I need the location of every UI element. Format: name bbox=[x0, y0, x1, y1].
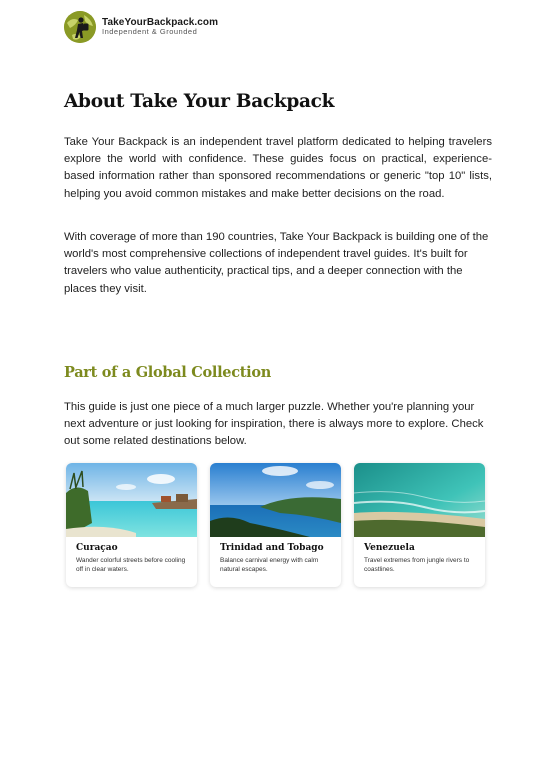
destination-card-venezuela[interactable] bbox=[354, 463, 485, 587]
collection-paragraph: This guide is just one piece of a much larger puzzle. Whether you're planning your next adventure or just looking for inspiration, there is always more to explore. Check out some related destinations below. bbox=[64, 401, 484, 448]
curacao-beach-image bbox=[66, 463, 197, 537]
about-title: About Take Your Backpack bbox=[64, 91, 335, 112]
card-title[interactable]: Curaçao bbox=[76, 543, 118, 553]
destination-card-trinidad-and-tobago[interactable] bbox=[210, 463, 341, 587]
card-description: Wander colorful streets before cooling off in clear waters. bbox=[76, 557, 186, 573]
trinidad-coast-image bbox=[210, 463, 341, 537]
site-header bbox=[64, 11, 218, 43]
site-tagline: Independent & Grounded bbox=[102, 27, 198, 37]
about-paragraph-1: Take Your Backpack is an independent travel platform dedicated to helping travelers explore the world with confidence. These guides focus on practical, experience-based information rather than sponsored recommendations or generic "top 10" lists, helping you avoid common mistakes and make better decisions on the road. bbox=[64, 136, 492, 200]
venezuela-coast-image bbox=[354, 463, 485, 537]
card-description: Travel extremes from jungle rivers to coastlines. bbox=[364, 557, 470, 573]
globe-hiker-logo-icon[interactable] bbox=[64, 11, 96, 43]
card-title[interactable]: Venezuela bbox=[364, 543, 415, 553]
collection-title: Part of a Global Collection bbox=[64, 364, 271, 381]
card-title[interactable]: Trinidad and Tobago bbox=[220, 543, 324, 553]
site-name[interactable]: TakeYourBackpack.com bbox=[102, 17, 219, 29]
about-paragraph-2: With coverage of more than 190 countries, Take Your Backpack is building one of the world's most comprehensive collections of independent travel guides. It's built for travelers who value authenticity, practical tips, and a deeper connection with the places they visit. bbox=[64, 231, 489, 295]
destination-card-curacao[interactable] bbox=[66, 463, 197, 587]
card-description: Balance carnival energy with calm natural escapes. bbox=[220, 557, 319, 573]
